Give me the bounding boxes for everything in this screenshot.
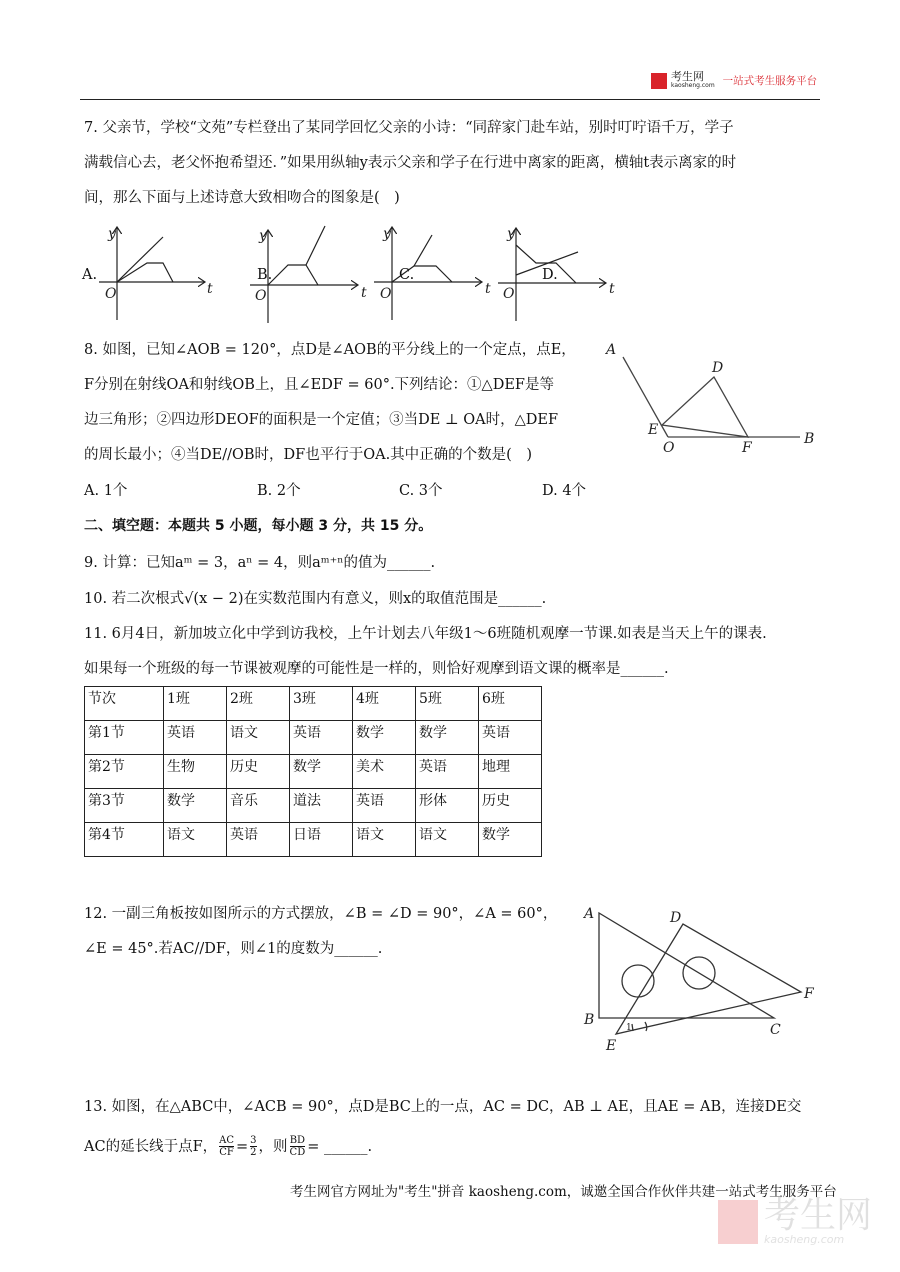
table-header: 4班 xyxy=(353,687,416,721)
table-cell: 数学 xyxy=(416,721,479,755)
q8-option-d: D. 4个 xyxy=(542,483,587,499)
axis-y-label: y xyxy=(108,226,116,242)
q7-option-b: B. xyxy=(257,267,273,283)
label-f: F xyxy=(742,440,752,456)
section-2-heading: 二、填空题：本题共 5 小题，每小题 3 分，共 15 分。 xyxy=(84,518,433,534)
table-cell: 道法 xyxy=(290,789,353,823)
q11-line-2: 如果每一个班级的每一节课被观摩的可能性是一样的，则恰好观摩到语文课的概率是______. xyxy=(84,661,669,677)
q7-line-3: 间，那么下面与上述诗意大致相吻合的图象是( ) xyxy=(84,190,400,206)
watermark-logo xyxy=(718,1195,873,1246)
denominator: 2 xyxy=(250,1147,257,1158)
q8-line-1: 8. 如图，已知∠AOB = 120°，点D是∠AOB的平分线上的一个定点，点E， xyxy=(84,342,576,358)
logo-sub: kaosheng.com xyxy=(671,82,715,89)
footer-text: 考生网官方网址为"考生"拼音 kaosheng.com，诚邀全国合作伙伴共建一站式考生服务平台 xyxy=(290,1184,837,1200)
origin-label: O xyxy=(105,286,117,302)
table-header: 5班 xyxy=(416,687,479,721)
table-cell: 英语 xyxy=(353,789,416,823)
label-angle-1: 1 xyxy=(626,1023,632,1033)
label-o: O xyxy=(663,440,675,456)
watermark-icon xyxy=(718,1200,758,1244)
q13-line-2 xyxy=(84,1135,372,1158)
origin-label: O xyxy=(255,288,267,304)
q13-line-1: 13. 如图，在△ABC中，∠ACB = 90°，点D是BC上的一点，AC = DC，AB ⊥ AE，且AE = AB，连接DE交 xyxy=(84,1099,802,1115)
table-cell: 英语 xyxy=(164,721,227,755)
table-cell: 语文 xyxy=(416,823,479,857)
q11-line-1: 11. 6月4日，新加坡立化中学到访我校，上午计划去八年级1～6班随机观摩一节课.如表是当天上午的课表. xyxy=(84,626,767,642)
label-a: A xyxy=(606,342,617,358)
denominator: CD xyxy=(289,1147,306,1158)
table-cell: 日语 xyxy=(290,823,353,857)
axis-y-label: y xyxy=(259,228,267,244)
origin-label: O xyxy=(503,286,515,302)
table-header: 节次 xyxy=(85,687,164,721)
table-header: 3班 xyxy=(290,687,353,721)
table-cell: 第4节 xyxy=(85,823,164,857)
axis-x-label: t xyxy=(485,281,491,297)
table-cell: 语文 xyxy=(227,721,290,755)
q12-line-2: ∠E = 45°.若AC//DF，则∠1的度数为______. xyxy=(84,941,383,957)
table-header: 1班 xyxy=(164,687,227,721)
table-cell: 英语 xyxy=(479,721,542,755)
watermark-text: 考生网 xyxy=(764,1195,873,1236)
table-cell: 英语 xyxy=(227,823,290,857)
header-slogan: 一站式考生服务平台 xyxy=(722,75,818,87)
axis-y-label: y xyxy=(507,226,515,242)
origin-label: O xyxy=(380,286,392,302)
q10-text: 10. 若二次根式√(x − 2)在实数范围内有意义，则x的取值范围是______. xyxy=(84,591,547,607)
table-cell: 第1节 xyxy=(85,721,164,755)
table-cell: 数学 xyxy=(290,755,353,789)
label-b: B xyxy=(804,431,815,447)
table-cell: 生物 xyxy=(164,755,227,789)
table-cell: 语文 xyxy=(164,823,227,857)
q7-line-1: 7. 父亲节，学校“文苑”专栏登出了某同学回忆父亲的小诗：“同辞家门赴车站，别时叮咛语千万，学子 xyxy=(84,120,734,136)
numerator: AC xyxy=(219,1135,235,1146)
denominator: CF xyxy=(219,1147,234,1158)
q13-text: ，则 xyxy=(258,1138,288,1155)
label-a: A xyxy=(584,906,595,922)
equals: = xyxy=(236,1138,249,1155)
table-cell: 第3节 xyxy=(85,789,164,823)
label-d: D xyxy=(712,360,724,376)
table-cell: 第2节 xyxy=(85,755,164,789)
fraction-ac-cf xyxy=(219,1135,234,1158)
label-f: F xyxy=(804,986,814,1002)
table-cell: 音乐 xyxy=(227,789,290,823)
q7-option-a: A. xyxy=(82,267,98,283)
fraction-3-2 xyxy=(250,1135,256,1158)
logo-text: 考生网 xyxy=(671,70,704,83)
numerator: 3 xyxy=(250,1135,257,1146)
table-cell: 英语 xyxy=(290,721,353,755)
q9-text: 9. 计算：已知aᵐ = 3，aⁿ = 4，则aᵐ⁺ⁿ的值为______. xyxy=(84,555,436,571)
watermark-sub: kaosheng.com xyxy=(764,1233,845,1246)
q8-line-3: 边三角形；②四边形DEOF的面积是一个定值；③当DE ⊥ OA时，△DEF xyxy=(84,412,559,428)
table-header: 2班 xyxy=(227,687,290,721)
table-cell: 数学 xyxy=(479,823,542,857)
table-header: 6班 xyxy=(479,687,542,721)
table-cell: 英语 xyxy=(416,755,479,789)
q12-line-1: 12. 一副三角板按如图所示的方式摆放，∠B = ∠D = 90°，∠A = 60°， xyxy=(84,906,558,922)
q8-line-2: F分别在射线OA和射线OB上，且∠EDF = 60°.下列结论：①△DEF是等 xyxy=(84,377,554,393)
table-cell: 地理 xyxy=(479,755,542,789)
table-cell: 形体 xyxy=(416,789,479,823)
fraction-bd-cd xyxy=(290,1135,306,1158)
table-cell: 数学 xyxy=(164,789,227,823)
axis-x-label: t xyxy=(207,281,213,297)
axis-x-label: t xyxy=(609,281,615,297)
q13-text: AC的延长线于点F， xyxy=(84,1138,218,1155)
label-e: E xyxy=(648,422,659,438)
label-b: B xyxy=(584,1012,595,1028)
q7-option-d: D. xyxy=(542,267,558,283)
label-e: E xyxy=(606,1038,617,1054)
q8-option-a: A. 1个 xyxy=(84,483,128,499)
q8-line-4: 的周长最小；④当DE//OB时，DF也平行于OA.其中正确的个数是( ) xyxy=(84,447,532,463)
table-cell: 历史 xyxy=(227,755,290,789)
q7-option-c: C. xyxy=(399,267,415,283)
axis-y-label: y xyxy=(383,226,391,242)
axis-x-label: t xyxy=(361,285,367,301)
table-cell: 数学 xyxy=(353,721,416,755)
table-cell: 语文 xyxy=(353,823,416,857)
table-cell: 历史 xyxy=(479,789,542,823)
table-cell: 美术 xyxy=(353,755,416,789)
label-c: C xyxy=(770,1022,781,1038)
q7-line-2: 满载信心去，老父怀抱希望还．”如果用纵轴y表示父亲和学子在行进中离家的距离，横轴t表示离家的时 xyxy=(84,155,737,171)
numerator: BD xyxy=(289,1135,306,1146)
q13-text: = ______. xyxy=(307,1138,373,1155)
q8-option-c: C. 3个 xyxy=(399,483,443,499)
q8-option-b: B. 2个 xyxy=(257,483,301,499)
label-d: D xyxy=(670,910,682,926)
